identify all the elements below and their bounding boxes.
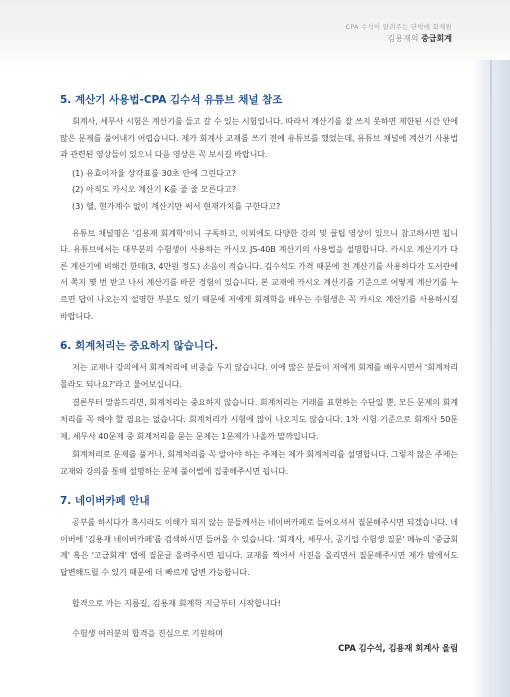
section-heading (60, 92, 458, 107)
paragraph: 회계처리로 문제를 풀거나, 회계처리를 꼭 알아야 하는 주제는 제가 회계처리를 설명합니다. 그렇지 않은 주제는 교재와 강의를 통해 설명하는 문제 풀이법에 집중해주시면 됩니다. (60, 449, 458, 476)
section-title: 5. 계산기 사용법-CPA 김수석 유튜브 채널 참조 (60, 94, 283, 106)
closing-line: 합격으로 가는 지름길, 김용재 회계학 지금부터 시작합니다! (72, 597, 281, 608)
running-head (346, 22, 452, 44)
section-calculator (60, 92, 458, 324)
main-content (60, 92, 458, 654)
signature: CPA 김수석, 김용재 회계사 올림 (338, 642, 458, 653)
video-list (60, 165, 458, 215)
closing-wish: 수험생 여러분의 합격을 진심으로 기원하며 (72, 628, 224, 639)
section-heading (60, 338, 458, 353)
section-heading (60, 493, 458, 508)
list-item: (3) 헬, 현가계수 없이 계산기만 써서 현재가치를 구한다고? (72, 200, 281, 211)
running-head-title (346, 33, 452, 44)
running-head-author: 김용재의 (387, 34, 422, 43)
paragraph: 공부를 하시다가 혹시라도 이해가 되지 않는 분들께서는 네이버카페로 들어오셔서 질문해주시면 되겠습니다. 네이버에 '김용재 네이버카페'를 검색하시면 들어올 수 있습니다. '회계사, 세무사, 공기업 수험생 질문' 메뉴의 '중급회계' 혹은 '고급회계' 탭에 질문글 올려주시면 됩니다. 교재를 찍어서 사진을 올리면서 질문해주시면 제가 밤에서도 답변해드릴 수 있기 때문에 더 빠르게 답변 가능합니다. (60, 517, 458, 578)
spacer (60, 215, 458, 225)
paragraph: 회계사, 세무사 시험은 계산기를 들고 갈 수 있는 시험입니다. 따라서 계산기를 잘 쓰지 못하면 제한된 시간 안에 많은 문제를 풀어내기 어렵습니다. 제가 회계사 교재를 쓰기 전에 유튜브를 했었는데, 유튜브 채널에 계산기 사용법과 관련된 영상들이 있으니 다음 영상은 꼭 보시길 바랍니다. (60, 116, 458, 160)
list-item: (2) 아직도 카시오 계산기 K를 줄 줄 모른다고? (72, 184, 237, 195)
page-edge-decoration (472, 60, 510, 697)
section-journal-entries (60, 338, 458, 479)
running-head-subtitle: CPA 수석이 알려주는 단박에 회계원 (345, 23, 452, 31)
list-item: (1) 유효이자율 상각표를 30초 안에 그린다고? (72, 167, 237, 178)
paragraph: 저는 교재나 강의에서 회계처리에 비중을 두지 않습니다. 이에 많은 분들이 저에게 회계를 배우시면서 '회계처리 몰라도 되나요?'라고 물어보십니다. (60, 362, 458, 389)
running-head-book: 중급회계 (421, 34, 452, 43)
section-naver-cafe (60, 493, 458, 580)
section-title: 6. 회계처리는 중요하지 않습니다. (60, 340, 219, 353)
paragraph: 결론부터 말씀드리면, 회계처리는 중요하지 않습니다. 회계처리는 거래를 표현하는 수단일 뿐, 모든 문제의 회계처리를 꼭 해야 할 필요는 없습니다. 회계처리가 시험에 많이 나오지도 않습니다. 1차 시험 기준으로 회계사 50문제, 세무사 40문제 중 회계처리를 묻는 문제는 1문제가 나올까 말까입니다. (60, 397, 458, 441)
section-title: 7. 네이버카페 안내 (60, 495, 150, 508)
paragraph: 유튜브 채널명은 '김용재 회계학'이니 구독하고, 이외에도 다양한 강의 및 꿀팁 영상이 있으니 참고하시면 됩니다. 유튜브에서는 대부분의 수험생이 사용하는 카시오 JS-40B 계산기의 사용법을 설명합니다. 카시오 계산기가 다른 계산기에 비해긴 한데(3, 4만원 정도) 소음이 적습니다. 김수석도 가격 때문에 전 계산기를 사용하다가 도서관에서 쪽지 몇 번 받고 나서 계산기를 바꾼 경험이 있습니다. 본 교재에 카시오 계산기를 기준으로 어떻게 계산기를 누르면 답이 나오는지 설명한 부분도 있기 때문에 저에게 회계학을 배우는 수험생은 꼭 카시오 계산기를 사용하시길 바랍니다. (60, 227, 458, 321)
